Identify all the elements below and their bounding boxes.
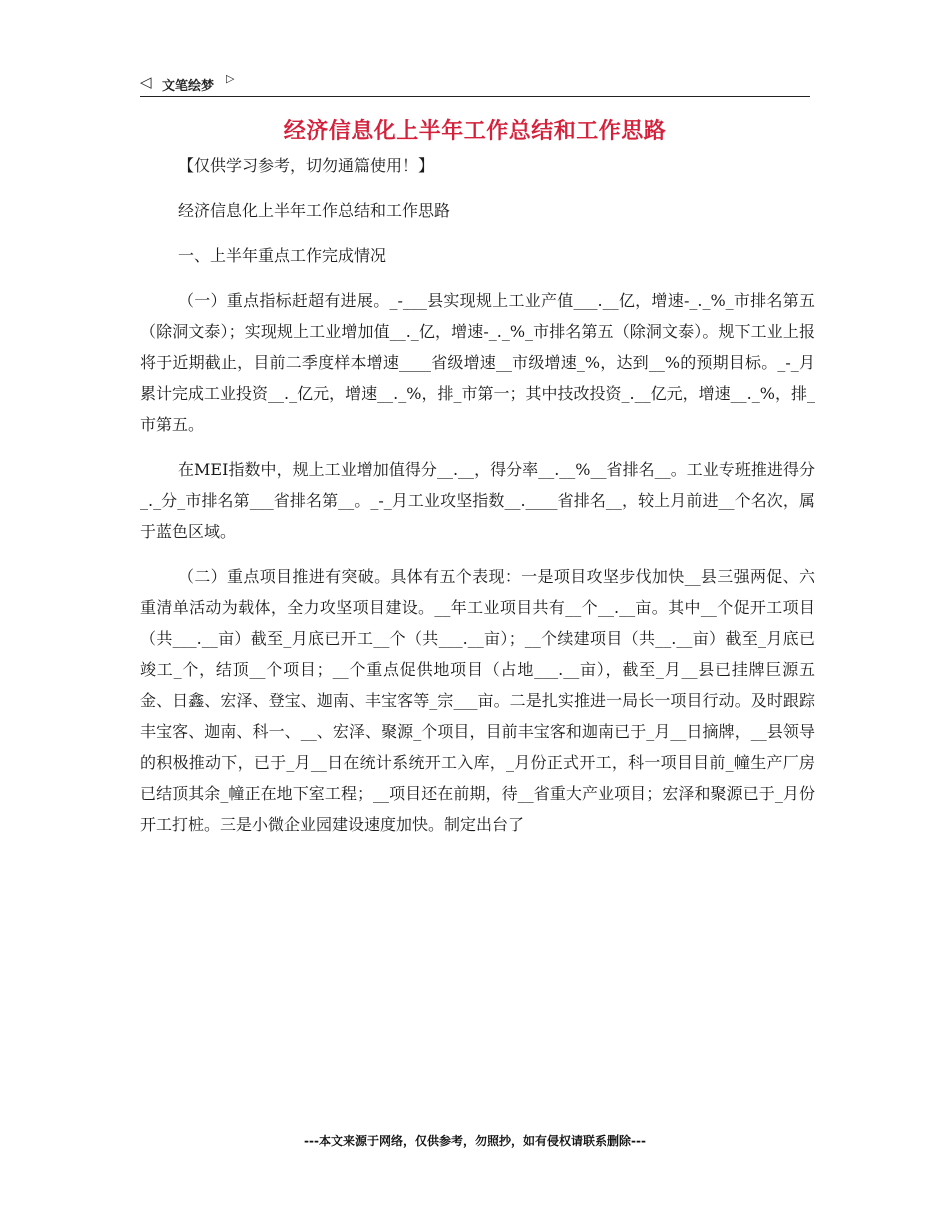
section-heading: 一、上半年重点工作完成情况: [178, 246, 387, 265]
document-body: [140, 150, 815, 854]
paragraph-mei-index: 在MEI指数中，规上工业增加值得分__.__，得分率__.__%__省排名__。工业专班推进得分_._分_市排名第___省排名第__。_-_月工业攻坚指数__.____省排名__，较上月前进__个名次，属于蓝色区域。: [140, 460, 815, 541]
triangle-left-icon: ◁: [140, 73, 152, 91]
triangle-right-icon: ▷: [226, 72, 235, 85]
usage-note: 【仅供学习参考，切勿通篇使用！】: [178, 156, 435, 175]
subtitle-paragraph: 经济信息化上半年工作总结和工作思路: [178, 201, 451, 220]
document-title: 经济信息化上半年工作总结和工作思路: [283, 119, 667, 144]
brand-label: 文笔绘梦: [162, 79, 215, 94]
page-header: [140, 72, 810, 97]
paragraph-key-projects: （二）重点项目推进有突破。具体有五个表现：一是项目攻坚步伐加快__县三强两促、六重清单活动为载体，全力攻坚项目建设。__年工业项目共有__个__.__亩。其中__个促开工项目（共___.__亩）截至_月底已开工__个（共___.__亩）；__个续建项目（共__.__亩）截至_月底已竣工_个，结顶__个项目；__个重点促供地项目（占地___.__亩），截至_月__县已挂牌巨源五金、日鑫、宏泽、登宝、迦南、丰宝客等_宗___亩。二是扎实推进一局长一项目行动。及时跟踪丰宝客、迦南、科一、__、宏泽、聚源_个项目，目前丰宝客和迦南已于_月__日摘牌，__县领导的积极推动下，已于_月__日在统计系统开工入库，_月份正式开工，科一项目目前_幢生产厂房已结顶其余_幢正在地下室工程；__项目还在前期，待__省重大产业项目；宏泽和聚源已于_月份开工打桩。三是小微企业园建设速度加快。制定出台了: [140, 567, 815, 834]
paragraph-key-indicators: （一）重点指标赶超有进展。_-___县实现规上工业产值___.__亿，增速-_._%_市排名第五（除洞文泰）；实现规上工业增加值__._亿，增速-_._%_市排名第五（除洞文泰）。规下工业上报将于近期截止，目前二季度样本增速____省级增速__市级增速_%，达到__%的预期目标。_-_月累计完成工业投资__._亿元，增速__._%，排_市第一；其中技改投资_.__亿元，增速__._%，排_市第五。: [140, 291, 815, 434]
page-footer: ---本文来源于网络，仅供参考，勿照抄，如有侵权请联系删除---: [304, 1134, 646, 1148]
